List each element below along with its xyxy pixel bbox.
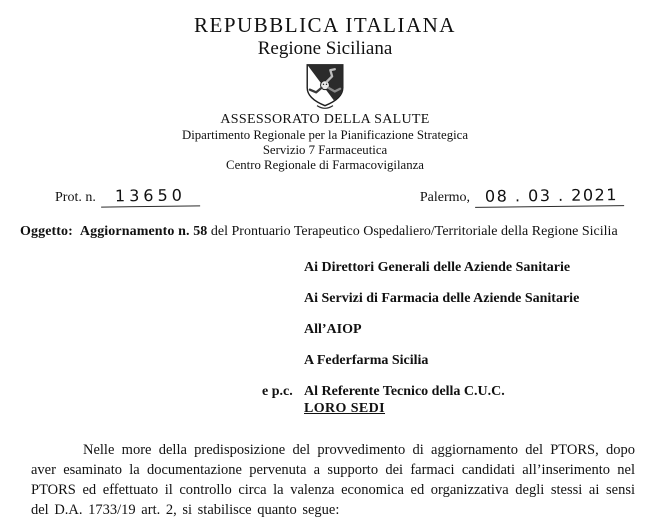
document-subtitle: Regione Siciliana — [257, 38, 393, 60]
recipient-line: All’AIOP — [304, 322, 362, 337]
subject-bold-part: Aggiornamento n. 58 — [79, 224, 208, 239]
sicily-coat-of-arms-icon — [305, 63, 345, 111]
cc-recipient: Al Referente Tecnico della C.U.C. — [304, 384, 505, 399]
recipient-line: A Federfarma Sicilia — [304, 353, 429, 368]
cc-line — [262, 383, 579, 417]
loro-sedi-label: LORO SEDI — [304, 401, 386, 416]
subject-rest: del Prontuario Terapeutico Ospedaliero/Territoriale della Regione Sicilia — [210, 224, 618, 239]
recipient-line: Ai Direttori Generali delle Aziende Sanitarie — [304, 260, 571, 275]
date-handwritten: 08 . 03 . 2021 — [475, 185, 624, 208]
recipient-line: Ai Servizi di Farmacia delle Aziende Sanitarie — [304, 291, 580, 306]
recipients-block — [262, 259, 579, 417]
protocol-number-handwritten: 13650 — [101, 185, 200, 207]
office-line-2: Servizio 7 Farmaceutica — [262, 142, 388, 157]
letterhead — [0, 14, 650, 172]
place-label: Palermo, — [419, 190, 471, 205]
department-name: ASSESSORATO DELLA SALUTE — [220, 111, 430, 127]
protocol-row — [55, 186, 624, 207]
office-line-1: Dipartimento Regionale per la Pianificazione Strategica — [181, 127, 469, 142]
protocol-field — [55, 186, 200, 207]
subject-label: Oggetto: — [20, 224, 73, 239]
subject-line — [20, 224, 640, 240]
cc-prefix: e p.c. — [262, 384, 293, 399]
office-line-3: Centro Regionale di Farmacovigilanza — [226, 157, 424, 172]
body-paragraph: Nelle more della predisposizione del provvedimento di aggiornamento del PTORS, dopo aver esaminato la documentazione pervenuta a supporto dei farmaci candidati all’inserimento nel PTORS ed effettuato il controllo circa la valenza economica ed organizzativa degli stessi ai sensi del D.A. 1733/19 art. 2, si stabilisce quanto segue: — [31, 442, 635, 517]
place-date-field — [420, 186, 624, 207]
document-title: REPUBBLICA ITALIANA — [194, 13, 456, 37]
protocol-label: Prot. n. — [55, 190, 96, 205]
